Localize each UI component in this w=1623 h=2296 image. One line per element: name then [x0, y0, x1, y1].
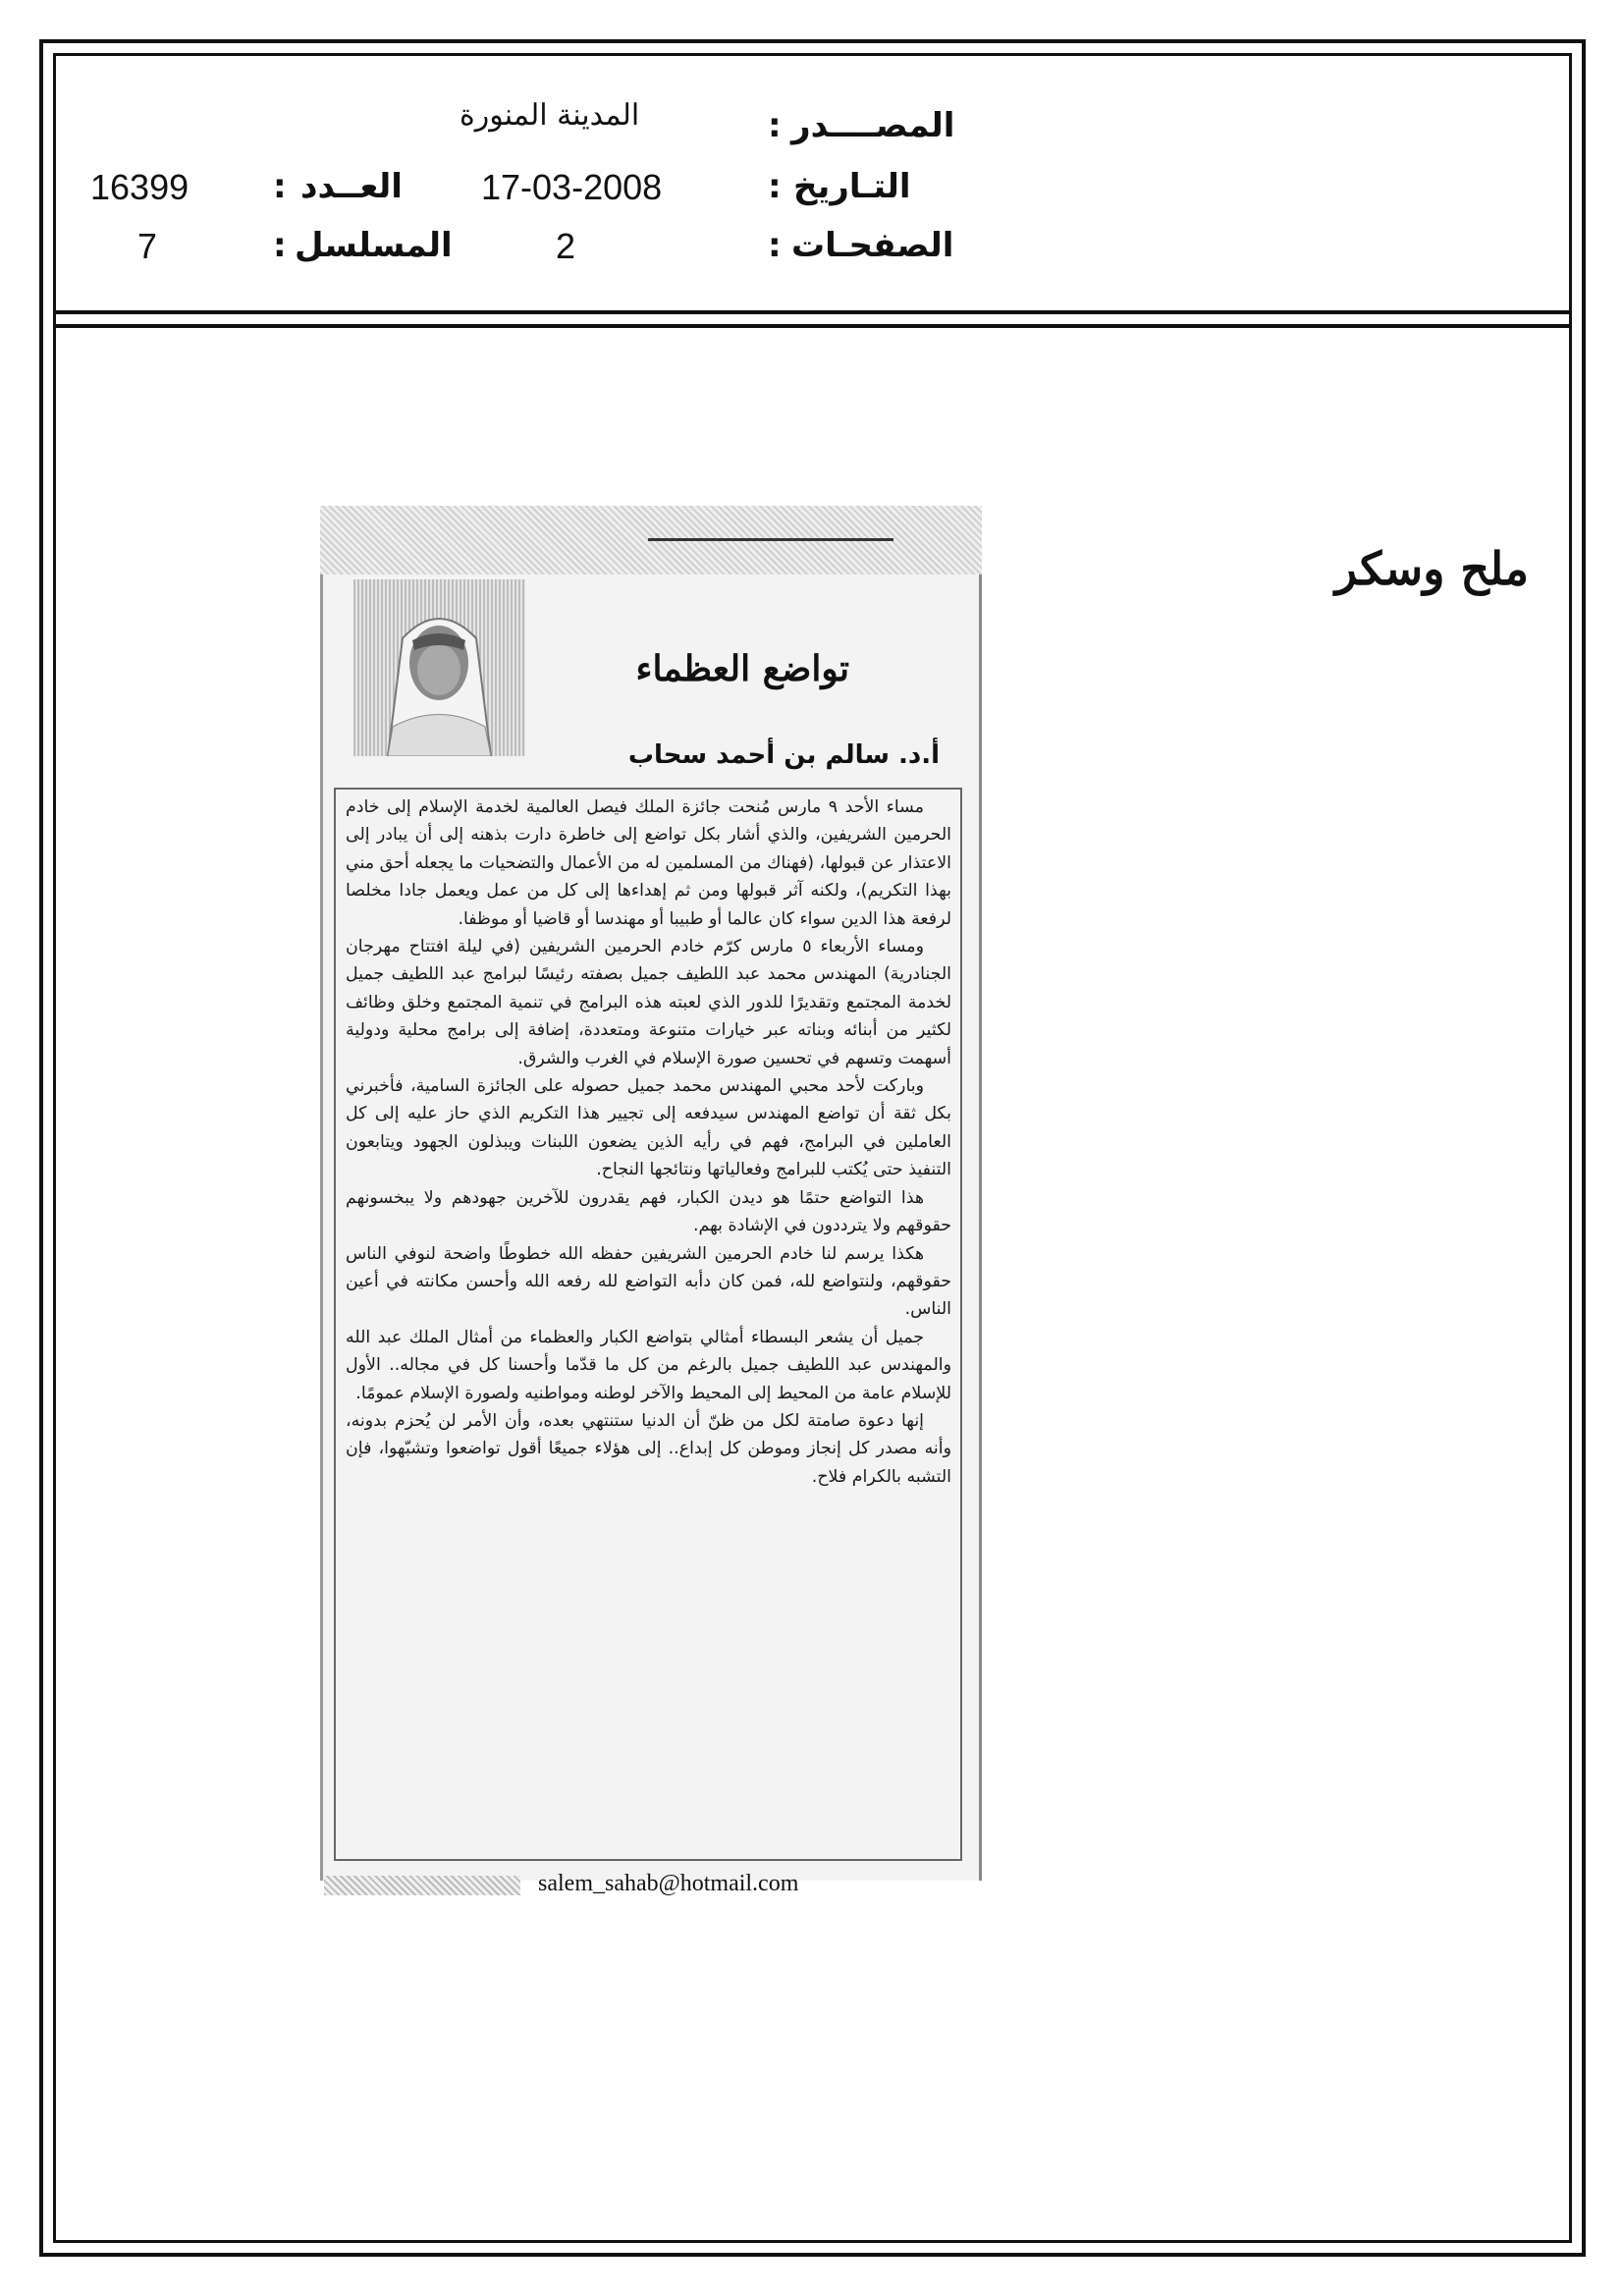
source-colon: : [768, 106, 782, 145]
author-email: salem_sahab@hotmail.com [538, 1871, 799, 1896]
paragraph-4: هذا التواضع حتمًا هو ديدن الكبار، فهم يقدرون للآخرين جهودهم ولا يبخسونهم حقوقهم ولا يترددون في الإشادة بهم. [346, 1187, 951, 1236]
author-portrait-image [353, 579, 525, 756]
date-label: التـاريخ [793, 167, 911, 206]
author-photo [353, 579, 525, 756]
column-title: ملح وسكر [1334, 542, 1529, 595]
pages-label: الصفحـات [791, 226, 954, 265]
issue-value: 16399 [90, 167, 189, 207]
date-value: 17-03-2008 [481, 167, 663, 207]
paragraph-1: مساء الأحد ٩ مارس مُنحت جائزة الملك فيصل العالمية لخدمة الإسلام إلى خادم الحرمين الشريفين، والذي أشار بكل تواضع إلى خاطرة دارت بذهنه إلى أن يبادر إلى الاعتذار عن قبولها، (فهناك من المسلمين له من الأعمال والتضحيات ما يجعله أحق مني بهذا التكريم)، ولكنه آثر قبولها ومن ثم إهداءها إلى كل من عمل ويعمل جادا مخلصا لرفعة هذا الدين سواء كان عالما أو طبيبا أو مهندسا أو قاضيا أو موظفا. [346, 797, 951, 929]
article-title: تواضع العظماء [635, 648, 849, 689]
date-colon: : [768, 167, 782, 206]
pages-value: 2 [556, 226, 576, 266]
issue-colon: : [273, 167, 287, 206]
serial-colon: : [273, 226, 287, 265]
paragraph-7: إنها دعوة صامتة لكل من ظنّ أن الدنيا ستنتهي بعده، وأن الأمر لن يُحزم بدونه، وأنه مصدر كل إنجاز وموطن كل إبداع.. إلى هؤلاء جميعًا أقول تواضعوا وتشبّهوا، فإن التشبه بالكرام فلاح. [346, 1410, 951, 1487]
header-divider-bottom [53, 324, 1572, 328]
column-title-frame [648, 538, 893, 606]
header-divider-top [53, 310, 1572, 314]
issue-label: العــدد [300, 167, 403, 206]
serial-label: المسلسل [295, 226, 453, 265]
article-author: أ.د. سالم بن أحمد سحاب [627, 740, 940, 770]
serial-value: 7 [137, 226, 158, 266]
paragraph-3: وباركت لأحد محبي المهندس محمد جميل حصوله على الجائزة السامية، فأخبرني بكل ثقة أن تواضع المهندس سيدفعه إلى تجيير هذا التكريم الذي حاز عليه إلى كل العاملين في البرامج، فهم في رأيه الذين يضعون اللبنات ويبذلون الجهود ويتابعون التنفيذ حتى يُكتب للبرامج وفعالياتها ونتائجها النجاح. [346, 1076, 951, 1180]
pages-colon: : [768, 226, 782, 265]
article-body [346, 793, 951, 1854]
source-value: المدينة المنورة [460, 98, 640, 133]
paragraph-5: هكذا يرسم لنا خادم الحرمين الشريفين حفظه الله خطوطًا واضحة لنوفي الناس حقوقهم، ولنتواضع لله، فمن كان دأبه التواضع لله رفعه الله وأحسن مكانته في أعين الناس. [346, 1243, 951, 1320]
paragraph-2: ومساء الأربعاء ٥ مارس كرّم خادم الحرمين الشريفين (في ليلة افتتاح مهرجان الجنادرية) المهندس محمد عبد اللطيف جميل بصفته رئيسًا لبرامج عبد اللطيف جميل لخدمة المجتمع وتقديرًا للدور الذي لعبته هذه البرامج في تنمية المجتمع وخلق وظائف لكثير من أبنائه وبناته عبر خيارات متنوعة ومتعددة، إضافة إلى برامج محلية ودولية أسهمت وتسهم في تحسين صورة الإسلام في الغرب والشرق. [346, 937, 951, 1068]
clipping-footer-texture [324, 1876, 520, 1895]
paragraph-6: جميل أن يشعر البسطاء أمثالي بتواضع الكبار والعظماء من أمثال الملك عبد الله والمهندس عبد اللطيف جميل بالرغم من كل ما قدّما وأحسنا كل في مجاله.. الأول للإسلام عامة من المحيط إلى المحيط والآخر لوطنه ومواطنيه ولصورة الإسلام عمومًا. [346, 1327, 951, 1403]
source-label: المصــــدر [791, 106, 955, 145]
